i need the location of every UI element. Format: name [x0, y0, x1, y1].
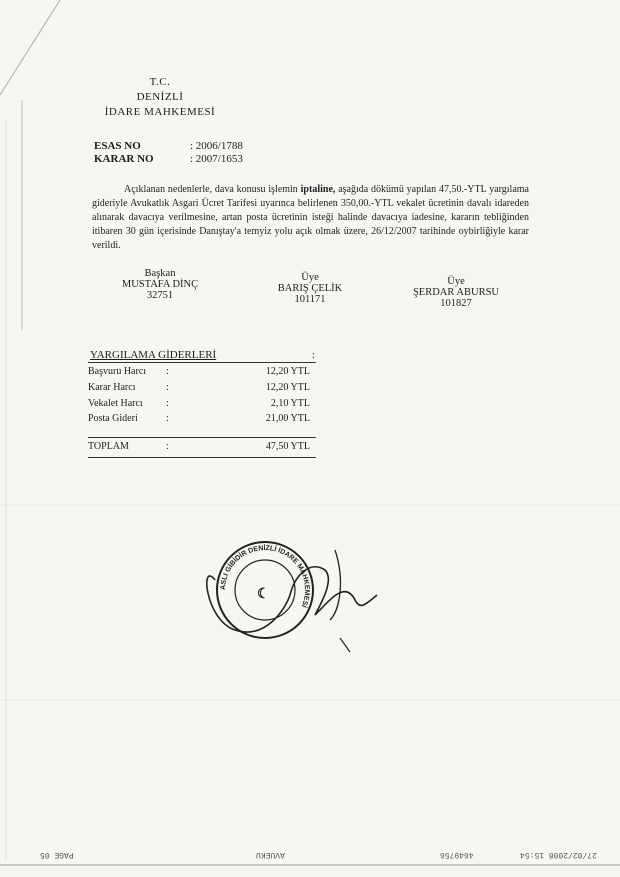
header-court: İDARE MAHKEMESİ [104, 106, 216, 118]
signatory-role: Başkan [144, 268, 176, 279]
cost-label: Vekalet Harcı [88, 398, 143, 409]
cost-amount: 2,10 YTL [270, 398, 310, 409]
signatory-name: MUSTAFA DİNÇ [121, 279, 199, 290]
cost-colon: : [166, 366, 169, 377]
karar-value: : 2007/1653 [190, 153, 243, 165]
cost-label: Karar Harcı [88, 382, 136, 393]
signatory-name: ŞERDAR ABURSU [412, 287, 500, 298]
signatory-number: 101171 [294, 294, 326, 305]
costs-title: YARGILAMA GİDERLERİ [90, 349, 217, 361]
karar-label: KARAR NO [94, 153, 154, 165]
decision-text-start: Açıklanan nedenlerle, dava konusu işlemin [124, 184, 301, 195]
official-stamp-and-signature [195, 520, 385, 660]
decision-text-rest: aşağıda dökümü yapılan 47,50.-YTL yargılama gideriyle Avukatlık Asgari Ücret Tarifesi uyarınca belirlenen 350,00.-YTL vekalet ücretinin davalı idareden alınarak davacıya verilmesine, artan posta ücretinin isteği halinde davacıya iadesine, kararın tebliğinden itibaren 30 gün içerisinde Danıştay'a temyiz yolu açık olmak üzere, 26/12/2007 tarihinde oybirliğiyle karar verildi. [92, 184, 529, 251]
cost-row [88, 366, 316, 380]
cost-amount: 12,20 YTL [265, 382, 310, 393]
signatory-number: 101827 [440, 298, 472, 309]
signatory-role: Üye [447, 276, 465, 287]
stamp-ring-text: ASLI GİBİDİR DENİZLİ İDARE MAHKEMESİ [219, 544, 311, 609]
cost-amount: 12,20 YTL [265, 366, 310, 377]
cost-colon: : [166, 413, 169, 424]
decision-bold-word: iptaline, [300, 184, 336, 195]
costs-top-rule [88, 362, 316, 363]
fax-footer-number: 4649756 [440, 850, 474, 859]
costs-total-rule [88, 437, 316, 438]
signatory-member-1 [240, 272, 380, 305]
esas-label: ESAS NO [94, 140, 141, 152]
signatory-president [90, 268, 230, 301]
cost-label: Posta Gideri [88, 413, 138, 424]
fax-footer-page: PAGE 05 [40, 850, 74, 859]
header-tc: T.C. [149, 76, 171, 88]
decision-paragraph [92, 183, 529, 253]
karar-line [94, 153, 243, 165]
total-colon: : [166, 441, 169, 452]
total-amount: 47,50 YTL [265, 441, 310, 452]
cost-row [88, 413, 316, 427]
cost-amount: 21,00 YTL [265, 413, 310, 424]
signatory-number: 32751 [146, 290, 174, 301]
signatory-role: Üye [301, 272, 319, 283]
cost-total-row [88, 441, 316, 455]
total-label: TOPLAM [88, 441, 129, 452]
signatory-member-2 [386, 276, 526, 309]
costs-title-colon: : [312, 350, 315, 361]
fax-footer-datetime: 27/02/2008 15:54 [520, 850, 597, 859]
cost-colon: : [166, 398, 169, 409]
fax-footer-sender: AVUEKU [256, 850, 285, 859]
cost-row [88, 398, 316, 412]
signatory-name: BARIŞ ÇELİK [277, 283, 343, 294]
costs-bottom-rule [88, 457, 316, 458]
svg-text:☾: ☾ [257, 585, 270, 601]
cost-label: Başvuru Harcı [88, 366, 147, 377]
cost-colon: : [166, 382, 169, 393]
cost-row [88, 382, 316, 396]
esas-value: : 2006/1788 [190, 140, 243, 152]
esas-line [94, 140, 243, 152]
header-city: DENİZLİ [136, 91, 184, 103]
